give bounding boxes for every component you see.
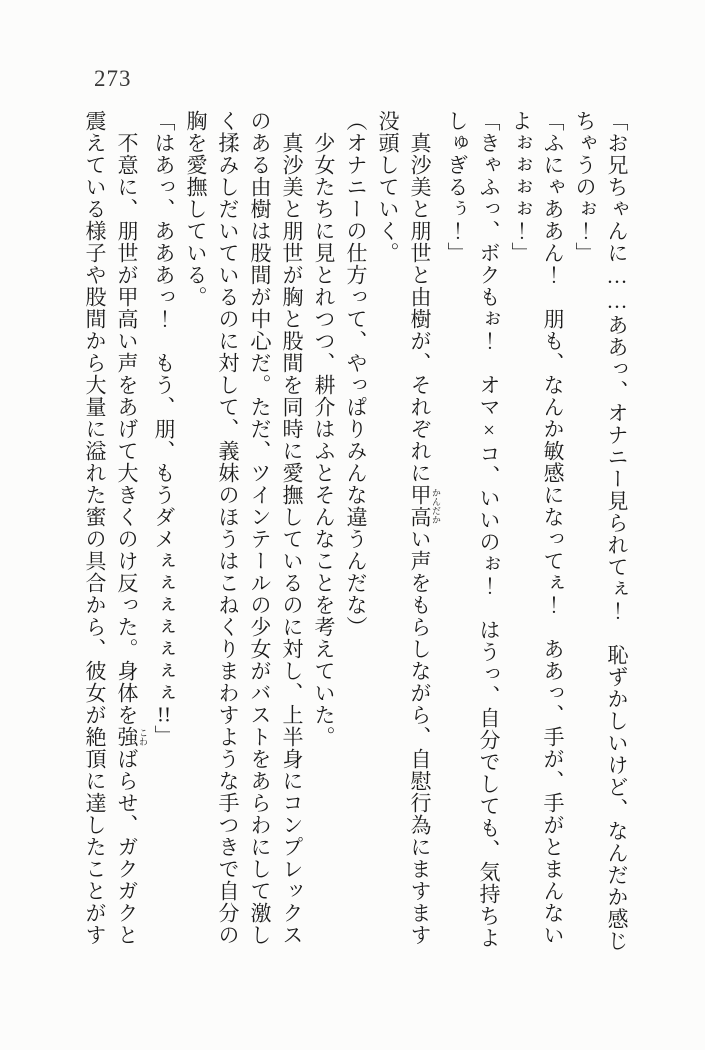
ruby-annotated-word: 強 こわ <box>115 726 148 748</box>
page-number: 273 <box>94 66 132 91</box>
paragraph: 「お兄ちゃんに……ああっ、オナニー見られてぇ！ 恥ずかしいけど、なんだか感じ ちゃうのぉ！」 <box>573 110 629 952</box>
paragraph: 「はあっ、あああっ！ もう、朋、もうダメぇぇぇぇぇぇぇ!!」 <box>152 110 176 747</box>
tate-chu-yoko: !! <box>157 704 171 725</box>
paragraph: 真沙美と朋世が胸と股間を同時に愛撫しているのに対し、上半身にコンプレックス のある由樹は股間が中心だ。ただ、ツインテールの少女がバストをあらわにして激し く揉みしだいているのに対して、義妹のほうはこねくりまわすような手つきで自分の 胸を愛撫している。 <box>184 110 304 946</box>
paragraph: 「ふにゃああん！ 朋も、なんか敏感になってぇ！ ああっ、手が、手がとまんない よぉぉぉぉ！」 <box>509 110 565 946</box>
paragraph: 真沙美と朋世と由樹が、それぞれに甲高 かんだかい声をもらしながら、自慰行為にますます 没頭していく。 <box>376 110 441 946</box>
ruby-annotated-word: 甲高 かんだか <box>408 484 441 528</box>
paragraph: 不意に、朋世が甲高い声をあげて大きくのけ反った。身体を強 こわばらせ、ガクガクと 震えている様子や股間から大量に溢れた蜜の具合から、彼女が絶頂に達したことがす <box>83 110 148 946</box>
paragraph: （オナニーの仕方って、やっぱりみんな違うんだな） <box>344 110 368 638</box>
paragraph: 少女たちに見とれつつ、耕介はふとそんなことを考えていた。 <box>312 132 336 748</box>
text-block <box>71 110 633 952</box>
paragraph: 「きゃふっ、ボクもぉ！ オマ×コ、いいのぉ！ はうっ、自分でしても、気持ちよ しゅぎるぅ！」 <box>445 110 501 949</box>
